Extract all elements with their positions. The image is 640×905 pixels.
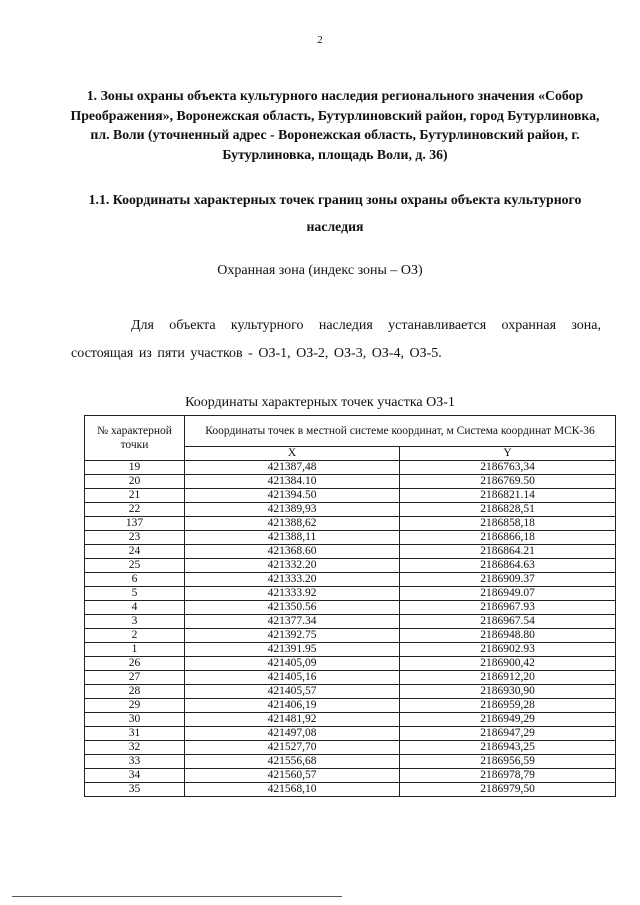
point-number-cell: 20: [85, 475, 185, 489]
table-row: [85, 461, 616, 475]
x-coordinate-cell: 421394.50: [185, 489, 400, 503]
x-coordinate-cell: 421350.56: [185, 601, 400, 615]
y-coordinate-cell: 2186948.80: [400, 629, 616, 643]
y-coordinate-cell: 2186956,59: [400, 755, 616, 769]
point-number-cell: 32: [85, 741, 185, 755]
y-coordinate-cell: 2186943,25: [400, 741, 616, 755]
table-row: [85, 517, 616, 531]
page-number: 2: [317, 34, 323, 46]
point-number-cell: 29: [85, 699, 185, 713]
x-coordinate-cell: 421332.20: [185, 559, 400, 573]
y-coordinate-cell: 2186828,51: [400, 503, 616, 517]
point-number-cell: 24: [85, 545, 185, 559]
point-number-cell: 26: [85, 657, 185, 671]
table-row: [85, 573, 616, 587]
y-coordinate-cell: 2186866,18: [400, 531, 616, 545]
x-coordinate-cell: 421527,70: [185, 741, 400, 755]
y-coordinate-cell: 2186909.37: [400, 573, 616, 587]
x-coordinate-cell: 421392.75: [185, 629, 400, 643]
table-row: [85, 699, 616, 713]
x-coordinate-cell: 421377.34: [185, 615, 400, 629]
point-number-cell: 137: [85, 517, 185, 531]
x-coordinate-cell: 421497,08: [185, 727, 400, 741]
y-coordinate-cell: 2186912,20: [400, 671, 616, 685]
point-number-cell: 3: [85, 615, 185, 629]
point-number-cell: 31: [85, 727, 185, 741]
y-coordinate-cell: 2186967.93: [400, 601, 616, 615]
point-number-cell: 35: [85, 783, 185, 797]
table-row: [85, 727, 616, 741]
x-coordinate-cell: 421560,57: [185, 769, 400, 783]
y-coordinate-cell: 2186769.50: [400, 475, 616, 489]
table-row: [85, 503, 616, 517]
y-coordinate-cell: 2186967.54: [400, 615, 616, 629]
x-coordinate-cell: 421333.92: [185, 587, 400, 601]
table-row: [85, 489, 616, 503]
y-coordinate-cell: 2186959,28: [400, 699, 616, 713]
header-x: X: [185, 447, 400, 461]
point-number-cell: 23: [85, 531, 185, 545]
y-coordinate-cell: 2186947,29: [400, 727, 616, 741]
y-coordinate-cell: 2186949,29: [400, 713, 616, 727]
table-row: [85, 741, 616, 755]
x-coordinate-cell: 421384.10: [185, 475, 400, 489]
x-coordinate-cell: 421389,93: [185, 503, 400, 517]
point-number-cell: 19: [85, 461, 185, 475]
header-coordinates: Координаты точек в местной системе координат, м Система координат МСК-36: [185, 416, 616, 447]
point-number-cell: 27: [85, 671, 185, 685]
table-row: [85, 475, 616, 489]
y-coordinate-cell: 2186930,90: [400, 685, 616, 699]
table-row: [85, 769, 616, 783]
table-row: [85, 783, 616, 797]
point-number-cell: 6: [85, 573, 185, 587]
point-number-cell: 22: [85, 503, 185, 517]
x-coordinate-cell: 421387,48: [185, 461, 400, 475]
table-row: [85, 755, 616, 769]
x-coordinate-cell: 421568,10: [185, 783, 400, 797]
y-coordinate-cell: 2186900,42: [400, 657, 616, 671]
table-row: [85, 601, 616, 615]
table-row: [85, 657, 616, 671]
point-number-cell: 1: [85, 643, 185, 657]
table-row: [85, 671, 616, 685]
x-coordinate-cell: 421368.60: [185, 545, 400, 559]
x-coordinate-cell: 421405,09: [185, 657, 400, 671]
y-coordinate-cell: 2186978,79: [400, 769, 616, 783]
zone-label: Охранная зона (индекс зоны – ОЗ): [217, 263, 423, 278]
table-row: [85, 685, 616, 699]
point-number-cell: 28: [85, 685, 185, 699]
table-row: [85, 587, 616, 601]
x-coordinate-cell: 421405,16: [185, 671, 400, 685]
y-coordinate-cell: 2186821.14: [400, 489, 616, 503]
point-number-cell: 2: [85, 629, 185, 643]
point-number-cell: 5: [85, 587, 185, 601]
x-coordinate-cell: 421333.20: [185, 573, 400, 587]
header-point-number: № характерной точки: [85, 416, 185, 461]
x-coordinate-cell: 421388,11: [185, 531, 400, 545]
table-row: [85, 643, 616, 657]
point-number-cell: 25: [85, 559, 185, 573]
point-number-cell: 33: [85, 755, 185, 769]
point-number-cell: 4: [85, 601, 185, 615]
table-row: [85, 559, 616, 573]
x-coordinate-cell: 421391.95: [185, 643, 400, 657]
table-row: [85, 629, 616, 643]
x-coordinate-cell: 421481,92: [185, 713, 400, 727]
y-coordinate-cell: 2186979,50: [400, 783, 616, 797]
y-coordinate-cell: 2186949.07: [400, 587, 616, 601]
y-coordinate-cell: 2186864.21: [400, 545, 616, 559]
table-row: [85, 531, 616, 545]
y-coordinate-cell: 2186864.63: [400, 559, 616, 573]
y-coordinate-cell: 2186763,34: [400, 461, 616, 475]
table-caption: Координаты характерных точек участка ОЗ-1: [185, 395, 455, 410]
header-y: Y: [400, 447, 616, 461]
coordinates-table: [84, 415, 616, 797]
coordinates-table-body: [85, 461, 616, 797]
x-coordinate-cell: 421388,62: [185, 517, 400, 531]
point-number-cell: 34: [85, 769, 185, 783]
y-coordinate-cell: 2186902.93: [400, 643, 616, 657]
table-row: [85, 615, 616, 629]
point-number-cell: 21: [85, 489, 185, 503]
table-row: [85, 545, 616, 559]
x-coordinate-cell: 421556,68: [185, 755, 400, 769]
point-number-cell: 30: [85, 713, 185, 727]
subsection-heading: 1.1. Координаты характерных точек границ зоны охраны объекта культурного наследия: [88, 192, 582, 234]
body-paragraph: Для объекта культурного наследия устанавливается охранная зона, состоящая из пяти участков - ОЗ-1, ОЗ-2, ОЗ-3, ОЗ-4, ОЗ-5.: [71, 318, 601, 361]
footer-rule: [12, 896, 342, 897]
x-coordinate-cell: 421406,19: [185, 699, 400, 713]
table-row: [85, 713, 616, 727]
x-coordinate-cell: 421405,57: [185, 685, 400, 699]
y-coordinate-cell: 2186858,18: [400, 517, 616, 531]
section-heading: 1. Зоны охраны объекта культурного наследия регионального значения «Собор Преображения», Воронежская область, Бутурлиновский район, город Бутурлиновка, пл. Воли (уточненный адрес - Воронежская область, Бутурлиновский район, г. Бутурлиновка, площадь Воли, д. 36): [70, 88, 600, 162]
